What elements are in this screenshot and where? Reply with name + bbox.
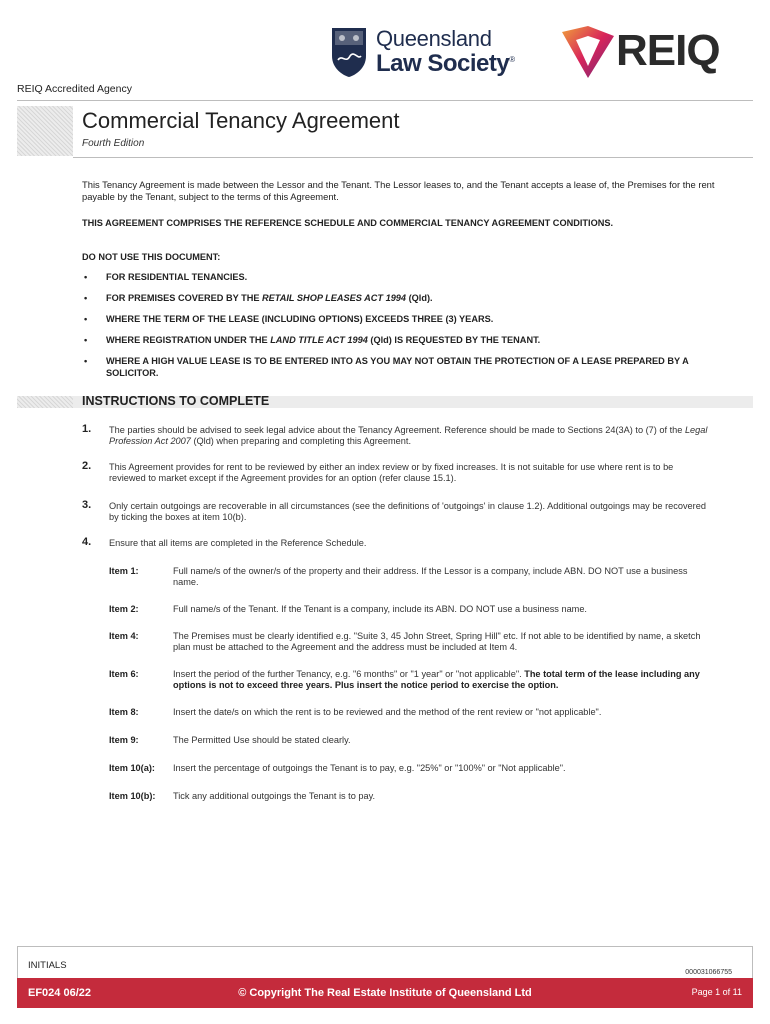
bullet-icon: • bbox=[84, 293, 88, 303]
do-not-use-heading: DO NOT USE THIS DOCUMENT: bbox=[82, 252, 221, 262]
bullet-icon: • bbox=[84, 314, 88, 324]
do-not-use-list bbox=[82, 271, 722, 388]
reiq-logo bbox=[558, 22, 758, 82]
intro-paragraph: This Tenancy Agreement is made between the Lessor and the Tenant. The Lessor leases to, and the Tenant accepts a lease of, the Premises for the rent payable by the Tenant, subject to the terms of this Agreement. bbox=[82, 179, 715, 202]
copyright-notice: © Copyright The Real Estate Institute of Queensland Ltd bbox=[238, 987, 532, 999]
list-item: • FOR PREMISES COVERED BY THE RETAIL SHOP LEASES ACT 1994 (Qld). bbox=[84, 293, 433, 303]
queensland-law-society-logo bbox=[330, 26, 540, 78]
form-code: EF024 06/22 bbox=[28, 987, 91, 999]
list-item: • WHERE REGISTRATION UNDER THE LAND TITLE ACT 1994 (Qld) IS REQUESTED BY THE TENANT. bbox=[84, 335, 541, 345]
top-divider bbox=[17, 100, 753, 101]
initials-label: INITIALS bbox=[28, 960, 67, 971]
qls-name-line2: Law Society® bbox=[376, 50, 515, 77]
document-number: 000031066755 bbox=[685, 969, 732, 976]
instructions-side-pattern bbox=[17, 396, 73, 408]
comprises-statement: THIS AGREEMENT COMPRISES THE REFERENCE SCHEDULE AND COMMERCIAL TENANCY AGREEMENT CONDITIONS. bbox=[82, 218, 614, 228]
bullet-icon: • bbox=[84, 272, 88, 282]
edition-label: Fourth Edition bbox=[82, 138, 145, 149]
page-indicator: Page 1 of 11 bbox=[691, 987, 742, 997]
qls-name-line1: Queensland bbox=[376, 26, 492, 51]
qls-shield-icon bbox=[330, 26, 368, 78]
bullet-icon: • bbox=[84, 356, 88, 366]
page-title: Commercial Tenancy Agreement bbox=[82, 108, 400, 133]
list-item: • WHERE THE TERM OF THE LEASE (INCLUDING OPTIONS) EXCEEDS THREE (3) YEARS. bbox=[84, 314, 494, 324]
bullet-icon: • bbox=[84, 335, 88, 345]
reiq-wordmark: REIQ bbox=[616, 26, 720, 75]
header-logos bbox=[330, 22, 760, 84]
title-divider bbox=[73, 157, 753, 158]
initials-box[interactable] bbox=[17, 946, 753, 978]
instructions-heading: INSTRUCTIONS TO COMPLETE bbox=[82, 394, 270, 408]
reiq-mark-icon bbox=[558, 22, 618, 82]
list-item: • FOR RESIDENTIAL TENANCIES. bbox=[84, 272, 248, 282]
list-item: • WHERE A HIGH VALUE LEASE IS TO BE ENTERED INTO AS YOU MAY NOT OBTAIN THE PROTECTION OF A LEASE PREPARED BY A SOLICITOR. bbox=[84, 356, 689, 378]
accredited-agency-label: REIQ Accredited Agency bbox=[17, 83, 132, 95]
title-side-pattern bbox=[17, 106, 73, 156]
